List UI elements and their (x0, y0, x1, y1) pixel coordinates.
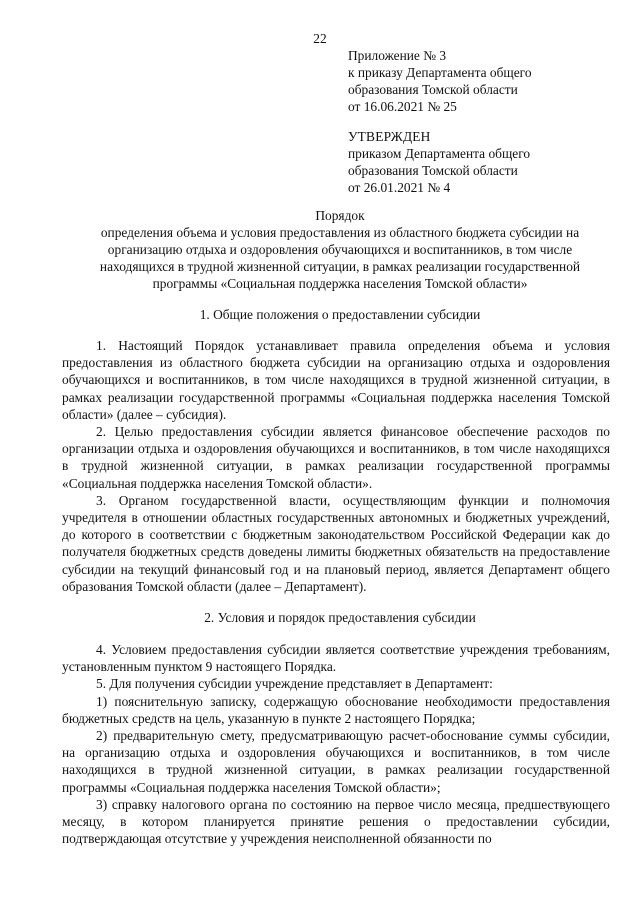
title-line: программы «Социальная поддержка населения Томской области» (152, 276, 528, 291)
paragraph: 5. Для получения субсидии учреждение представляет в Департамент: (96, 676, 493, 692)
paragraph: 2) предварительную смету, предусматривающую расчет-обоснование суммы субсидии, на организацию отдыха и оздоровления обучающихся и воспитанников, в том числе находящихся в трудной жизненной ситуации, в рамках реализации государственной программы «Социальная поддержка населения Томской области»; (62, 728, 610, 795)
title-line: организацию отдыха и оздоровления обучающихся и воспитанников, в том числе (107, 242, 573, 257)
paragraph: 3. Органом государственной власти, осуществляющим функции и полномочия учредителя в отношении областных государственных автономных и бюджетных учреждений, до которого в соответствии с бюджетным законодательством Российской Федерации как до получателя бюджетных средств доведены лимиты бюджетных обязательств на предоставление субсидии на текущий финансовый год и на плановый период, является Департамент общего образования Томской области (далее – Департамент). (62, 492, 610, 594)
approved-block (348, 128, 530, 196)
paragraph: 1) пояснительную записку, содержащую обоснование необходимости предоставления бюджетных средств на цель, указанную в пункте 2 настоящего Порядка; (62, 693, 610, 726)
appendix-line: от 16.06.2021 № 25 (348, 99, 457, 114)
approved-line: приказом Департамента общего (348, 146, 531, 161)
page-number: 22 (313, 31, 327, 46)
appendix-line: образования Томской области (348, 82, 518, 97)
document-title (60, 207, 620, 292)
approved-line: УТВЕРЖДЕН (348, 129, 431, 144)
title-line: находящихся в трудной жизненной ситуации, в рамках реализации государственной (99, 259, 581, 274)
title-line: определения объема и условия предоставления из областного бюджета субсидии на (100, 225, 580, 240)
appendix-line: Приложение № 3 (348, 48, 447, 63)
section-1-heading: 1. Общие положения о предоставлении субсидии (199, 307, 481, 322)
approved-line: образования Томской области (348, 163, 518, 178)
section-1-body (62, 337, 610, 595)
section-2-body (62, 641, 610, 847)
approved-line: от 26.01.2021 № 4 (348, 180, 451, 195)
paragraph: 3) справку налогового органа по состоянию на первое число месяца, предшествующего месяцу, в котором планируется принятие решения о предоставлении субсидии, подтверждающая отсутствие у учреждения неисполненной обязанности по (62, 796, 610, 847)
appendix-line: к приказу Департамента общего (348, 65, 532, 80)
appendix-block (348, 47, 532, 115)
section-2-heading: 2. Условия и порядок предоставления субсидии (204, 610, 476, 625)
paragraph: 2. Целью предоставления субсидии является финансовое обеспечение расходов по организации отдыха и оздоровления обучающихся и воспитанников, в том числе находящихся в трудной жизненной ситуации, в рамках реализации государственной программы «Социальная поддержка населения Томской области». (62, 424, 610, 491)
paragraph: 4. Условием предоставления субсидии является соответствие учреждения требованиям, установленным пунктом 9 настоящего Порядка. (62, 642, 610, 675)
paragraph: 1. Настоящий Порядок устанавливает правила определения объема и условия предоставления из областного бюджета субсидии на организацию отдыха и оздоровления обучающихся и воспитанников, в том числе находящихся в трудной жизненной ситуации, в рамках реализации государственной программы «Социальная поддержка населения Томской области» (далее – субсидия). (62, 338, 610, 422)
title-heading: Порядок (315, 208, 365, 223)
